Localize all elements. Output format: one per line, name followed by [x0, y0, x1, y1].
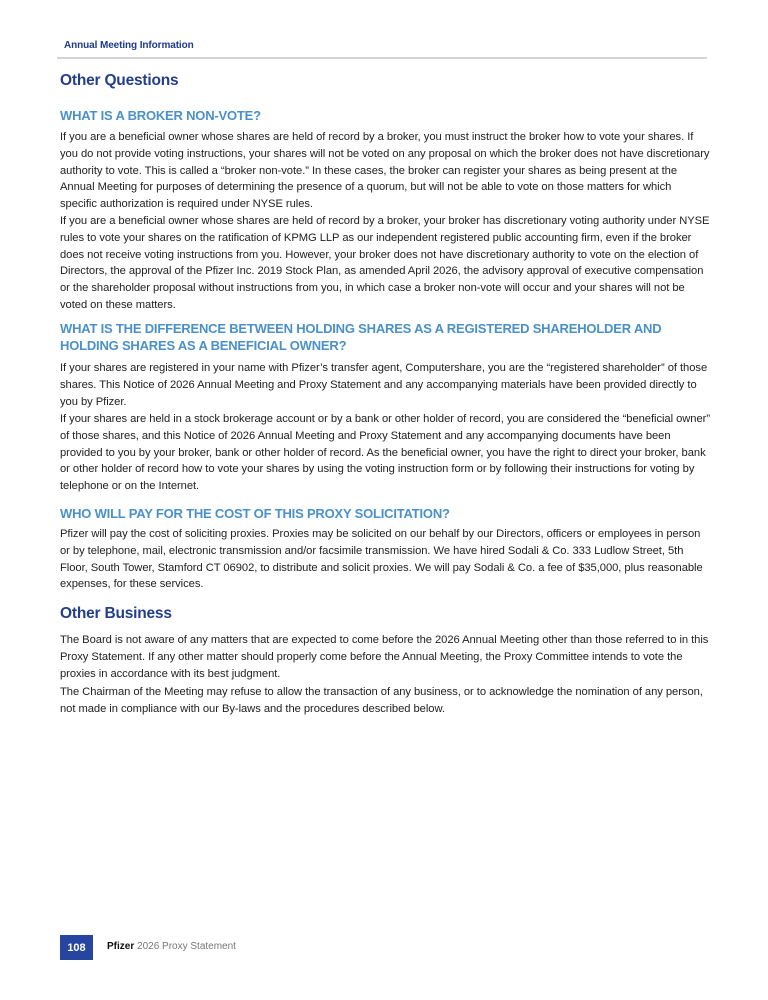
section-title-other-questions: Other Questions: [60, 72, 179, 89]
question-heading-broker-non-vote: WHAT IS A BROKER NON-VOTE?: [60, 108, 261, 123]
running-header: Annual Meeting Information: [64, 40, 194, 51]
paragraph: If you are a beneficial owner whose shares are held of record by a broker, you must instruct the broker how to vote your shares. If you do not provide voting instructions, your shares will not be voted on any proposal on which the broker does not have discretionary authority to vote. This is called a “broker non-vote.” In these cases, the broker can register your shares as being present at the Annual Meeting for purposes of determining the presence of a quorum, but will not be able to vote on those matters for which specific authorization is required under NYSE rules.: [60, 131, 710, 211]
paragraph: Pfizer will pay the cost of soliciting proxies. Proxies may be solicited on our behalf by our Directors, officers or employees in person or by telephone, mail, electronic transmission and/or facsimile transmission. We have hired Sodali & Co. 333 Ludlow Street, 5th Floor, South Tower, Stamford CT 06902, to distribute and solicit proxies. We will pay Sodali & Co. a fee of $35,000, plus reasonable expenses, for these services.: [60, 528, 703, 591]
section-title-other-business: Other Business: [60, 605, 172, 622]
page-number-badge: 108: [60, 935, 93, 960]
paragraph: If your shares are registered in your name with Pfizer’s transfer agent, Computershare, you are the “registered shareholder” of those shares. This Notice of 2026 Annual Meeting and Proxy Statement and any accompanying materials have been provided directly to you by Pfizer.: [60, 362, 708, 408]
footer-brand: Pfizer: [107, 941, 135, 952]
paragraph: The Chairman of the Meeting may refuse to allow the transaction of any business, or to acknowledge the nomination of any person, not made in compliance with our By-laws and the procedures described below.: [60, 686, 703, 715]
question-heading-registered-vs-beneficial: WHAT IS THE DIFFERENCE BETWEEN HOLDING SHARES AS A REGISTERED SHAREHOLDER AND HOLDING SHARES AS A BENEFICIAL OWNER?: [60, 321, 662, 353]
paragraph: If you are a beneficial owner whose shares are held of record by a broker, your broker has discretionary voting authority under NYSE rules to vote your shares on the ratification of KPMG LLP as our independent registered public accounting firm, even if the broker does not receive voting instructions from you. However, your broker does not have discretionary authority to vote on the election of Directors, the approval of the Pfizer Inc. 2019 Stock Plan, as amended April 2026, the advisory approval of executive compensation or the shareholder proposal without instructions from you, in which case a broker non-vote will occur and your shares will not be voted on these matters.: [60, 215, 710, 311]
paragraph: If your shares are held in a stock brokerage account or by a bank or other holder of record, you are considered the “beneficial owner” of those shares, and this Notice of 2026 Annual Meeting and Proxy Statement and any accompanying documents have been provided to you by your broker, bank or other holder of record. As the beneficial owner, you have the right to direct your broker, bank or other holder of record how to vote your shares by using the voting instruction form or by following their instructions for voting by telephone or on the Internet.: [60, 413, 710, 493]
footer-doc-title: 2026 Proxy Statement: [137, 941, 236, 952]
paragraph: The Board is not aware of any matters that are expected to come before the 2026 Annual Meeting other than those referred to in this Proxy Statement. If any other matter should properly come before the Annual Meeting, the Proxy Committee intends to vote the proxies in accordance with its best judgment.: [60, 634, 709, 680]
question-heading-proxy-cost: WHO WILL PAY FOR THE COST OF THIS PROXY SOLICITATION?: [60, 506, 450, 521]
header-divider: [57, 57, 707, 59]
footer-title: [107, 941, 236, 952]
